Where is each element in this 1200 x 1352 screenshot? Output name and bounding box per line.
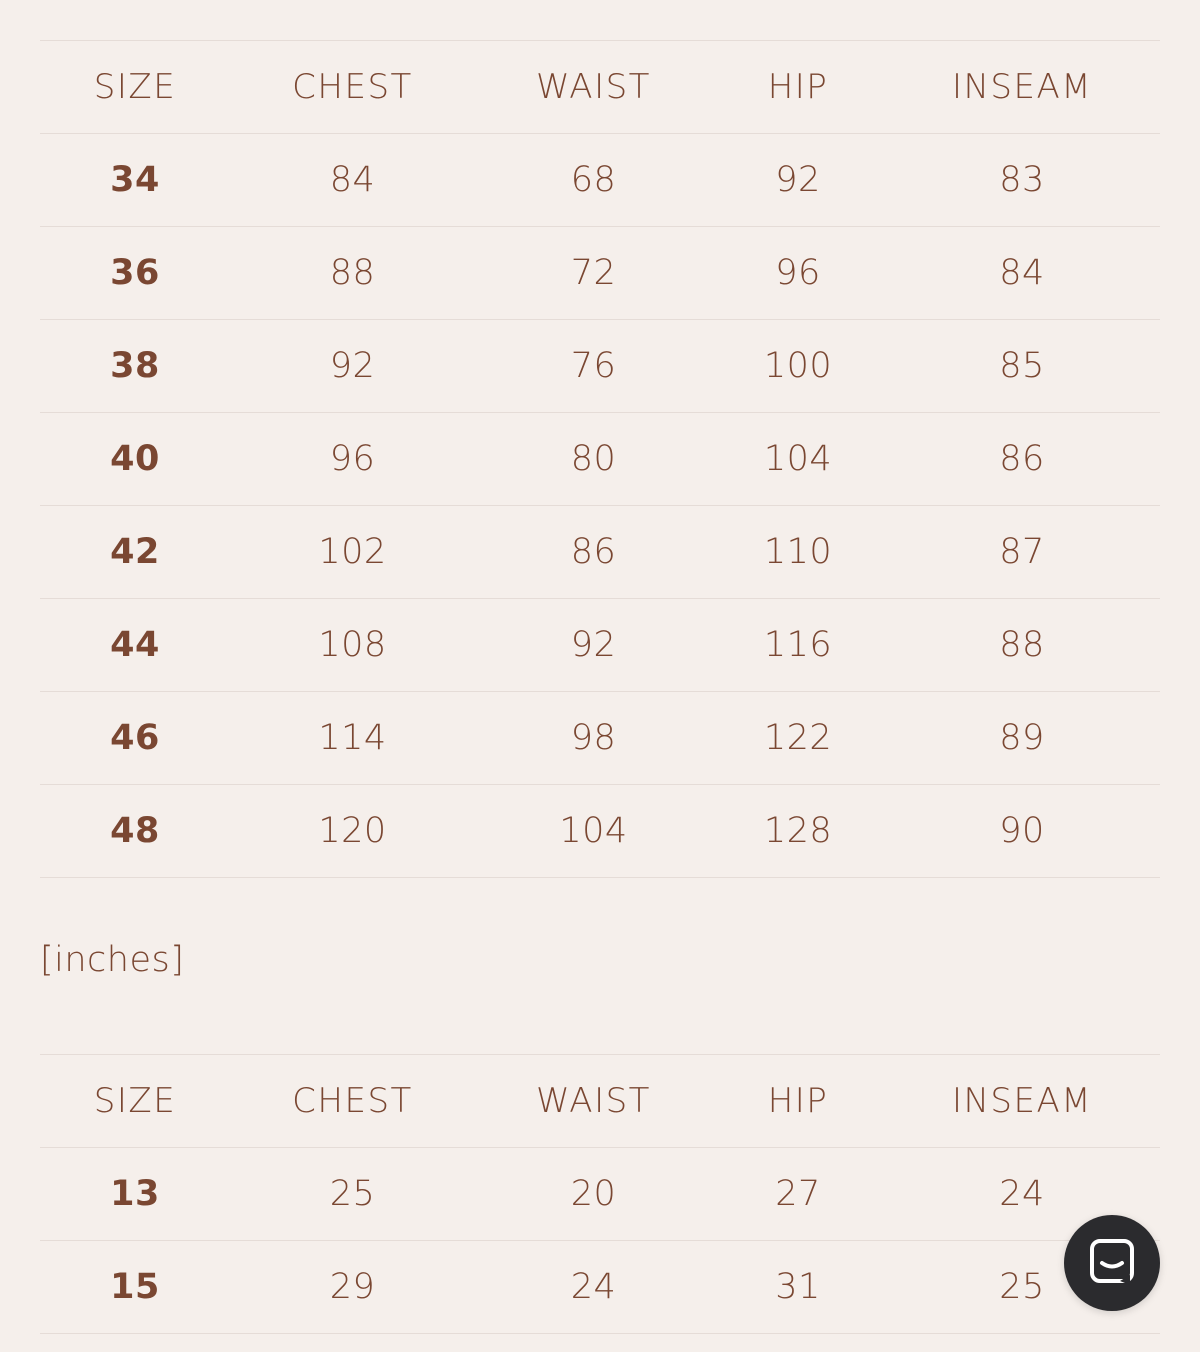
cell-hip: 116 <box>712 599 884 692</box>
cell-inseam: 86 <box>884 413 1160 506</box>
cell-size: 34 <box>40 134 230 227</box>
cell-waist: 24 <box>475 1241 712 1334</box>
table-row <box>40 413 1160 506</box>
header-waist: WAIST <box>475 1055 712 1148</box>
table-row <box>40 227 1160 320</box>
cell-size: 15 <box>40 1241 230 1334</box>
cell-waist: 80 <box>475 413 712 506</box>
cell-hip: 122 <box>712 692 884 785</box>
cell-size: 44 <box>40 599 230 692</box>
header-chest: CHEST <box>230 41 475 134</box>
cell-hip: 104 <box>712 413 884 506</box>
cell-inseam: 85 <box>884 320 1160 413</box>
cell-chest: 84 <box>230 134 475 227</box>
cell-inseam: 83 <box>884 134 1160 227</box>
cell-waist: 72 <box>475 227 712 320</box>
size-chart-table-inches <box>40 1054 1160 1334</box>
cell-size: 46 <box>40 692 230 785</box>
cell-chest: 29 <box>230 1241 475 1334</box>
cell-hip: 110 <box>712 506 884 599</box>
header-chest: CHEST <box>230 1055 475 1148</box>
cell-size: 38 <box>40 320 230 413</box>
cell-inseam: 90 <box>884 785 1160 878</box>
cell-hip: 31 <box>712 1241 884 1334</box>
cell-chest: 120 <box>230 785 475 878</box>
cell-waist: 86 <box>475 506 712 599</box>
chat-launcher-button[interactable] <box>1064 1215 1160 1311</box>
chat-bubble-icon <box>1090 1239 1134 1287</box>
cell-size: 13 <box>40 1148 230 1241</box>
table-row <box>40 1241 1160 1334</box>
cell-hip: 96 <box>712 227 884 320</box>
cell-chest: 108 <box>230 599 475 692</box>
header-waist: WAIST <box>475 41 712 134</box>
header-inseam: INSEAM <box>884 41 1160 134</box>
cell-hip: 128 <box>712 785 884 878</box>
table-row <box>40 1148 1160 1241</box>
cell-waist: 76 <box>475 320 712 413</box>
table-row <box>40 320 1160 413</box>
cell-inseam: 88 <box>884 599 1160 692</box>
header-inseam: INSEAM <box>884 1055 1160 1148</box>
cell-waist: 20 <box>475 1148 712 1241</box>
cell-chest: 102 <box>230 506 475 599</box>
table-row <box>40 134 1160 227</box>
unit-label-inches: [inches] <box>40 940 185 980</box>
cell-waist: 92 <box>475 599 712 692</box>
cell-size: 40 <box>40 413 230 506</box>
cell-inseam: 84 <box>884 227 1160 320</box>
cell-waist: 68 <box>475 134 712 227</box>
cell-size: 42 <box>40 506 230 599</box>
cell-size: 48 <box>40 785 230 878</box>
table-header-row <box>40 1055 1160 1148</box>
table-row <box>40 599 1160 692</box>
cell-chest: 96 <box>230 413 475 506</box>
cell-chest: 88 <box>230 227 475 320</box>
header-hip: HIP <box>712 41 884 134</box>
table-header-row <box>40 41 1160 134</box>
cell-inseam: 87 <box>884 506 1160 599</box>
cell-hip: 27 <box>712 1148 884 1241</box>
cell-chest: 92 <box>230 320 475 413</box>
cell-waist: 98 <box>475 692 712 785</box>
table-row <box>40 785 1160 878</box>
cell-chest: 25 <box>230 1148 475 1241</box>
table-row <box>40 506 1160 599</box>
cell-hip: 100 <box>712 320 884 413</box>
header-size: SIZE <box>40 1055 230 1148</box>
table-row <box>40 692 1160 785</box>
header-hip: HIP <box>712 1055 884 1148</box>
cell-waist: 104 <box>475 785 712 878</box>
cell-inseam: 25 <box>884 1241 1160 1334</box>
cell-inseam: 89 <box>884 692 1160 785</box>
header-size: SIZE <box>40 41 230 134</box>
size-chart-table-cm <box>40 40 1160 878</box>
cell-hip: 92 <box>712 134 884 227</box>
cell-inseam: 24 <box>884 1148 1160 1241</box>
cell-size: 36 <box>40 227 230 320</box>
cell-chest: 114 <box>230 692 475 785</box>
